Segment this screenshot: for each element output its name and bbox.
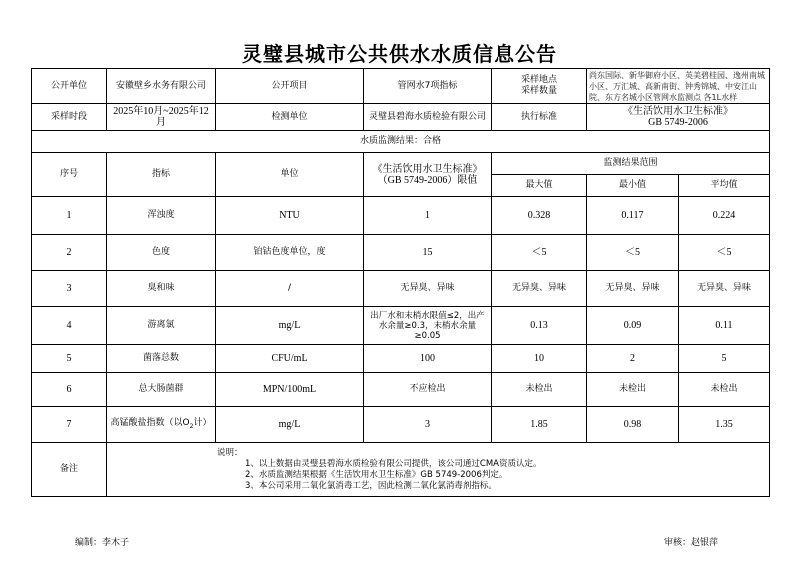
row-unit: 铂钴色度单位，度 xyxy=(216,235,364,271)
row-indicator-text: 高锰酸盐指数（以O xyxy=(110,417,190,428)
reviewer-signature: 审核：赵银萍 xyxy=(664,538,719,548)
table-row xyxy=(32,271,770,307)
remarks-line: 1、以上数据由灵璧县碧海水质检验有限公司提供，该公司通过CMA资质认定。 xyxy=(245,458,542,469)
row-indicator: 浑浊度 xyxy=(107,197,216,235)
row-min: 无异臭、异味 xyxy=(587,271,679,307)
row-avg: 0.11 xyxy=(679,307,770,345)
row-unit: MPN/100mL xyxy=(216,373,364,407)
water-quality-table xyxy=(31,68,770,497)
period-label: 采样时段 xyxy=(32,104,107,131)
remarks-title: 说明： xyxy=(217,447,243,458)
standard-value-1: 《生活饮用水卫生标准》 xyxy=(623,106,733,117)
row-indicator: 臭和味 xyxy=(107,271,216,307)
row-indicator: 总大肠菌群 xyxy=(107,373,216,407)
header-limit-2: （GB 5749-2006）限值 xyxy=(377,174,478,186)
site-value: 尚东国际、新华御府小区、英美碧桂园、逸州南城小区、万汇城、高新南街、钟秀锦城、中安江山院、东方名城小区管网水监测点 各1L水样 xyxy=(587,69,770,104)
result-summary: 水质监测结果：合格 xyxy=(32,131,770,153)
item-label: 公开项目 xyxy=(216,69,364,104)
row-limit: 3 xyxy=(364,407,492,443)
row-max: 0.328 xyxy=(492,197,587,235)
lab-value: 灵璧县碧海水质检验有限公司 xyxy=(364,104,492,131)
row-min: ＜5 xyxy=(587,235,679,271)
editor-signature: 编制：李木子 xyxy=(75,538,130,548)
row-max: 10 xyxy=(492,345,587,373)
table-row xyxy=(32,345,770,373)
remarks-row xyxy=(32,443,770,497)
row-avg: ＜5 xyxy=(679,235,770,271)
header-row-1 xyxy=(32,153,770,175)
row-index: 3 xyxy=(32,271,107,307)
info-row-unit xyxy=(32,69,770,104)
lab-label: 检测单位 xyxy=(216,104,364,131)
row-unit: CFU/mL xyxy=(216,345,364,373)
row-limit: 不应检出 xyxy=(364,373,492,407)
row-min: 未检出 xyxy=(587,373,679,407)
item-value: 管网水7项指标 xyxy=(364,69,492,104)
row-min: 0.09 xyxy=(587,307,679,345)
table-row xyxy=(32,373,770,407)
row-unit: NTU xyxy=(216,197,364,235)
page-title: 灵璧县城市公共供水水质信息公告 xyxy=(242,42,557,66)
row-max: 0.13 xyxy=(492,307,587,345)
row-unit: / xyxy=(216,271,364,307)
row-indicator xyxy=(107,407,216,443)
row-min: 2 xyxy=(587,345,679,373)
row-avg: 0.224 xyxy=(679,197,770,235)
result-summary-row xyxy=(32,131,770,153)
row-indicator: 菌落总数 xyxy=(107,345,216,373)
table-row xyxy=(32,197,770,235)
row-min: 0.98 xyxy=(587,407,679,443)
remarks-line: 2、水质监测结果根据《生活饮用水卫生标准》GB 5749-2006判定。 xyxy=(245,469,508,480)
remarks-content xyxy=(107,443,770,497)
row-index: 2 xyxy=(32,235,107,271)
site-label-1: 采样地点 xyxy=(520,75,557,85)
standard-label: 执行标准 xyxy=(492,104,587,131)
header-range: 监测结果范围 xyxy=(492,153,770,175)
standard-value xyxy=(587,104,770,131)
header-min: 最小值 xyxy=(587,175,679,197)
row-limit: 无异臭、异味 xyxy=(364,271,492,307)
row-max: 1.85 xyxy=(492,407,587,443)
row-indicator-sub: 2 xyxy=(189,422,194,430)
header-max: 最大值 xyxy=(492,175,587,197)
header-unit: 单位 xyxy=(216,153,364,197)
row-limit: 100 xyxy=(364,345,492,373)
row-avg: 5 xyxy=(679,345,770,373)
site-label xyxy=(492,69,587,104)
table-row xyxy=(32,407,770,443)
row-avg: 未检出 xyxy=(679,373,770,407)
info-row-period xyxy=(32,104,770,131)
row-avg: 1.35 xyxy=(679,407,770,443)
row-max: ＜5 xyxy=(492,235,587,271)
table-row xyxy=(32,235,770,271)
remarks-line: 3、本公司采用二氧化氯消毒工艺，因此检测二氧化氯消毒剂指标。 xyxy=(245,480,497,491)
row-index: 4 xyxy=(32,307,107,345)
row-unit: mg/L xyxy=(216,307,364,345)
unit-value: 安徽壁乡水务有限公司 xyxy=(107,69,216,104)
table-row xyxy=(32,307,770,345)
row-limit: 15 xyxy=(364,235,492,271)
period-value: 2025年10月~2025年12月 xyxy=(107,104,216,131)
header-avg: 平均值 xyxy=(679,175,770,197)
remarks-label: 备注 xyxy=(32,443,107,497)
standard-value-2: GB 5749-2006 xyxy=(648,117,708,128)
row-limit: 1 xyxy=(364,197,492,235)
row-min: 0.117 xyxy=(587,197,679,235)
row-limit: 出厂水和末梢水限值≤2，出产水余量≥0.3，末梢水余量≥0.05 xyxy=(364,307,492,345)
header-index: 序号 xyxy=(32,153,107,197)
row-avg: 无异臭、异味 xyxy=(679,271,770,307)
row-unit: mg/L xyxy=(216,407,364,443)
row-max: 无异臭、异味 xyxy=(492,271,587,307)
row-indicator-end: 计） xyxy=(193,417,212,428)
row-indicator: 游离氯 xyxy=(107,307,216,345)
row-index: 5 xyxy=(32,345,107,373)
header-indicator: 指标 xyxy=(107,153,216,197)
row-index: 7 xyxy=(32,407,107,443)
row-index: 1 xyxy=(32,197,107,235)
header-limit xyxy=(364,153,492,197)
row-max: 未检出 xyxy=(492,373,587,407)
row-indicator: 色度 xyxy=(107,235,216,271)
header-limit-1: 《生活饮用水卫生标准》 xyxy=(372,163,483,175)
row-index: 6 xyxy=(32,373,107,407)
site-label-2: 采样数量 xyxy=(520,86,557,96)
unit-label: 公开单位 xyxy=(32,69,107,104)
